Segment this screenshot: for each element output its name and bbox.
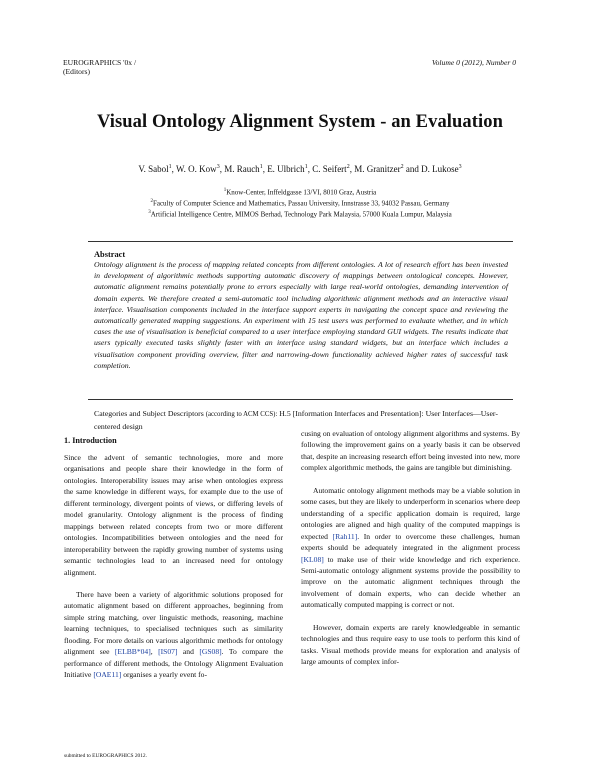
left-column <box>64 452 283 681</box>
categories-label: Categories and Subject Descriptors <box>94 409 204 418</box>
author: C. Seifert <box>312 164 347 174</box>
journal-name: EUROGRAPHICS '0x / <box>63 58 137 67</box>
citation-link[interactable]: [IS07] <box>158 647 178 657</box>
section-heading-introduction: 1. Introduction <box>64 436 117 445</box>
author-affiliation-mark: 2 <box>346 164 350 170</box>
citation-link[interactable]: [Rah11] <box>332 531 358 541</box>
affiliation-3 <box>0 208 600 219</box>
citation-link[interactable]: [ELBB*04] <box>114 647 151 657</box>
affiliation-number: 2 <box>150 199 153 204</box>
categories-qualifier: (according to ACM CCS): <box>205 411 278 418</box>
affiliation-text: Faculty of Computer Science and Mathematics, Passau University, Innstrasse 33, 94032 Passau, Germany <box>152 199 450 208</box>
author: V. Sabol <box>138 164 169 174</box>
citation-link[interactable]: [GS08] <box>199 647 222 657</box>
affiliation-number: 3 <box>148 210 151 215</box>
author-affiliation-mark: 1 <box>168 164 172 170</box>
author-affiliation-mark: 3 <box>458 164 462 170</box>
author-affiliation-mark: 1 <box>259 164 263 170</box>
affiliation-2 <box>0 197 600 208</box>
author-affiliation-mark: 3 <box>216 164 220 170</box>
categories-text: H.5 [Information Interfaces and Presentation]: User Interfaces—User-centered design <box>94 409 498 431</box>
author: D. Lukose <box>421 164 459 174</box>
abstract-bottom-rule <box>88 399 513 400</box>
paragraph: Since the advent of semantic technologies, more and more organisations and people share their knowledge in the form of ontologies. Interoperability issues may arise when ontologies express the same knowledge in different ways, for example due to the use of different terminology, divergent points of views, or differing levels of model granularity. Ontology alignment is the process of finding mappings between related concepts from two or more different ontologies. Incompatibilities between ontologies and the need for interoperability between the rapidly growing number of systems using semantic technologies lead to an increased need for ontology alignment. <box>64 453 283 577</box>
paragraph: There have been a variety of algorithmic solutions proposed for automatic alignment based on different approaches, beginning from simple string matching, over linguistic methods, reasoning, machine learning techniques, to specialised techniques such as similarity flooding. For more details on various algorithmic methods for ontology alignment see [ELBB*04], [IS07] and [GS08]. To compare the performance of different methods, the Ontology Alignment Evaluation Initiative [OAE11] organises a yearly event fo- <box>64 589 284 680</box>
journal-header <box>63 58 136 76</box>
citation-link[interactable]: [OAE11] <box>93 670 122 680</box>
author: M. Granitzer <box>354 164 401 174</box>
affiliation-number: 1 <box>223 188 227 193</box>
affiliation-text: Artificial Intelligence Centre, MIMOS Berhad, Technology Park Malaysia, 57000 Kuala Lumpur, Malaysia <box>150 210 452 219</box>
affiliation-1 <box>0 186 600 197</box>
paragraph: Automatic ontology alignment methods may be a viable solution in some cases, but they are likely to underperform in scenarios where deep understanding of a specific application domain is required, large ontologies are aligned and high quality of the computed mappings is expected [Rah11]. In order to overcome these challenges, human experts should be adequately integrated in the alignment process [KL08] to make use of their wide knowledge and rich experience. Semi-automatic ontology alignment systems provide the possibility to improve on the automatic alignment techniques through the involvement of domain experts, who can decide whether an automatically computed mapping is correct or not. <box>301 485 520 610</box>
paper-title: Visual Ontology Alignment System - an Evaluation <box>96 112 504 132</box>
author: E. Ulbrich <box>267 164 305 174</box>
right-column <box>301 428 520 668</box>
affiliation-text: Know-Center, Inffeldgasse 13/VI, 8010 Graz, Austria <box>226 188 377 197</box>
paragraph: cusing on evaluation of ontology alignment algorithms and systems. By following the improvement gains on a yearly basis it can be observed that, despite an increasing research effort being invested into new, more complex algorithmic methods, the gains are tangible but diminishing. <box>301 429 520 473</box>
authors-and: and <box>405 164 419 174</box>
volume-info: Volume 0 (2012), Number 0 <box>431 58 516 67</box>
author-affiliation-mark: 1 <box>304 164 308 170</box>
author: W. O. Kow <box>176 164 217 174</box>
citation-link[interactable]: [KL08] <box>301 554 324 564</box>
abstract-body: Ontology alignment is the process of mapping related concepts from different ontologies. A lot of research effort has been invested in development of algorithmic methods supporting automatic discovery of mappings between ontological concepts. However, automatic alignment remains potentially prone to errors especially with large real-world ontologies, demanding intervention of domain experts. We therefore created a semi-automatic tool including algorithmic alignment methods and an interactive visual interface. Visualisation components included in the interface support experts in navigating the concept space and reviewing the automatically generated mapping suggestions. An experiment with 15 test users was performed to evaluate whether, and in which cases the use of visualisation is beneficial compared to a user interface employing standard GUI widgets. The results indicate that users typically executed tasks slightly faster with an interface using standard widgets, but an interface which includes a visualisation component providing overview, filter and narrowing-down functionality achieved higher rates of successful task completion. <box>94 260 508 370</box>
abstract-heading: Abstract <box>94 250 126 259</box>
paragraph: However, domain experts are rarely knowledgeable in semantic technologies and thus require easy to use tools to perform this kind of tasks. Visual methods provide means for exploration and analysis of large amounts of complex infor- <box>301 622 520 667</box>
author-affiliation-mark: 2 <box>400 164 404 170</box>
abstract-top-rule <box>88 241 513 242</box>
page-footer: submitted to EUROGRAPHICS 2012. <box>64 753 147 759</box>
author-list: V. Sabol$^1$, W. O. Kow$^3$, M. Rauch$^1$, E. Ulbrich$^1$, C. Seifert$^2$, M. Granitzer$^2$ and D. Lukose$^3$ <box>138 164 462 174</box>
journal-editors: (Editors) <box>63 67 90 76</box>
author: M. Rauch <box>224 164 260 174</box>
